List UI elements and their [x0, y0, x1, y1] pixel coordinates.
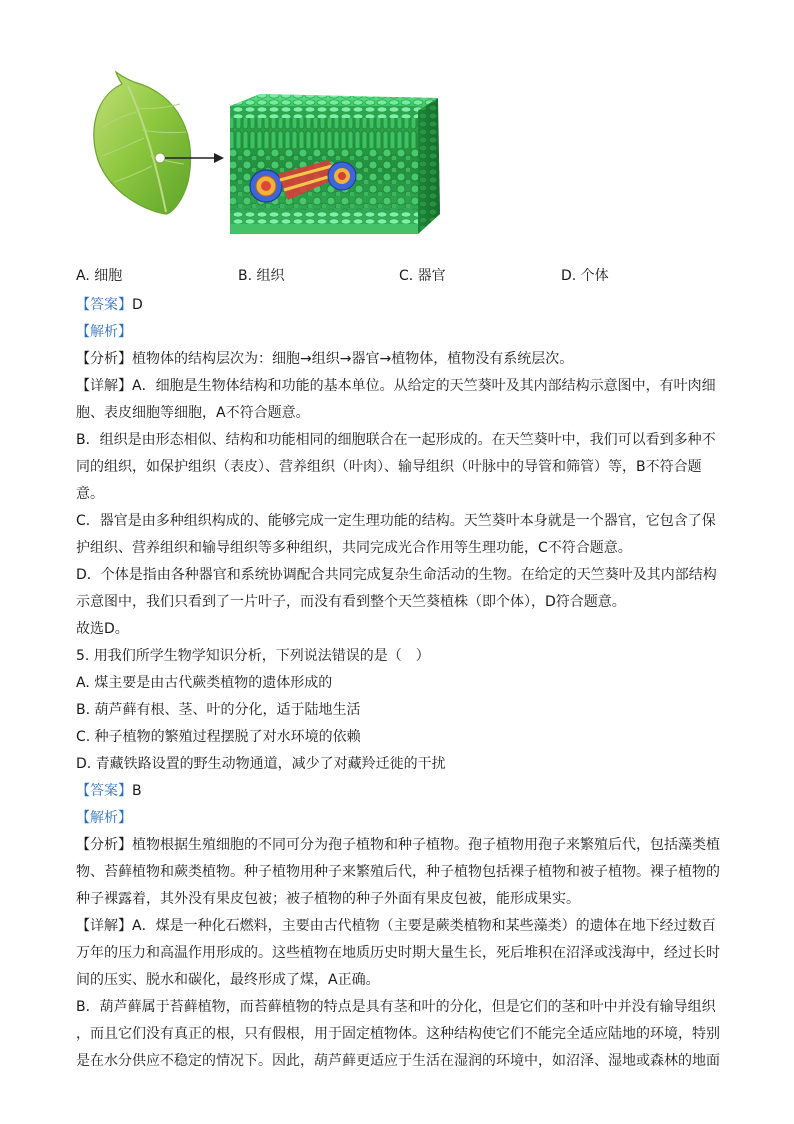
- q5-line: [76, 1021, 722, 1048]
- line-text: B．组织是由形态相似、结构和功能相同的细胞联合在一起形成的。在天竺葵叶中，我们可以看到多种不: [76, 432, 716, 448]
- q5-line: [76, 859, 722, 886]
- document-body: [76, 292, 722, 1075]
- leaf-diagram: [88, 64, 448, 260]
- line-text: A．煤是一种化石燃料，主要由古代植物（主要是蕨类植物和某些藻类）的遗体在地下经过数百: [132, 918, 716, 934]
- q4-line: [76, 508, 722, 535]
- line-tag: 【分析】: [76, 351, 132, 367]
- q4-option-c: C. 器官: [399, 268, 446, 284]
- analysis-tag: 【解析】: [76, 810, 132, 826]
- line-text: 胞、表皮细胞等细胞，A不符合题意。: [76, 405, 310, 421]
- q5-line: [76, 967, 722, 994]
- q5-option-d: D. 青藏铁路设置的野生动物通道，减少了对藏羚迁徙的干扰: [76, 756, 446, 772]
- line-text: C．器官是由多种组织构成的、能够完成一定生理功能的结构。天竺葵叶本身就是一个器官，它包含了保: [76, 513, 716, 529]
- q5-line: [76, 832, 722, 859]
- line-text: 故选D。: [76, 621, 129, 637]
- q4-line: [76, 562, 722, 589]
- q5-answer: [76, 778, 722, 805]
- line-text: 植物根据生殖细胞的不同可分为孢子植物和种子植物。孢子植物用孢子来繁殖后代，包括藻类植: [132, 837, 720, 853]
- q5-stem: 5. 用我们所学生物学知识分析，下列说法错误的是（ ）: [76, 648, 430, 664]
- q5-line: [76, 886, 722, 913]
- line-text: 物、苔藓植物和蕨类植物。种子植物用种子来繁殖后代，种子植物包括裸子植物和被子植物。裸子植物的: [76, 864, 720, 880]
- q4-analysis-heading: [76, 319, 722, 346]
- line-text: 意。: [76, 486, 104, 502]
- q4-line: [76, 535, 722, 562]
- line-text: 种子裸露着，其外没有果皮包被；被子植物的种子外面有果皮包被，能形成果实。: [76, 891, 580, 907]
- line-tag: 【分析】: [76, 837, 132, 853]
- answer-tag: 【答案】: [76, 783, 132, 799]
- q5-analysis-heading: [76, 805, 722, 832]
- line-text: A．细胞是生物体结构和功能的基本单位。从给定的天竺葵叶及其内部结构示意图中，有叶肉细: [132, 378, 716, 394]
- q4-line: [76, 346, 722, 373]
- q5-line: [76, 994, 722, 1021]
- q4-options: [76, 265, 736, 287]
- line-tag: 【详解】: [76, 918, 132, 934]
- q4-line: [76, 373, 722, 400]
- line-text: 同的组织，如保护组织（表皮）、营养组织（叶肉）、输导组织（叶脉中的导管和筛管）等，B不符合题: [76, 459, 702, 475]
- sample-hole: [155, 153, 165, 163]
- line-text: 护组织、营养组织和输导组织等多种组织，共同完成光合作用等生理功能，C不符合题意。: [76, 540, 632, 556]
- q5-line: [76, 940, 722, 967]
- q4-option-a: A. 细胞: [76, 268, 123, 284]
- answer-value: D: [132, 297, 143, 313]
- line-tag: 【详解】: [76, 378, 132, 394]
- line-text: 植物体的结构层次为：细胞→组织→器官→植物体，植物没有系统层次。: [132, 351, 574, 367]
- leaf-cross-section: [230, 94, 440, 234]
- line-text: 间的压实、脱水和碳化，最终形成了煤，A正确。: [76, 972, 380, 988]
- q5-line: [76, 1048, 722, 1075]
- q4-option-d: D. 个体: [561, 268, 609, 284]
- line-text: B．葫芦藓属于苔藓植物，而苔藓植物的特点是具有茎和叶的分化，但是它们的茎和叶中并没有输导组织: [76, 999, 716, 1015]
- q4-answer: [76, 292, 722, 319]
- q4-line: [76, 589, 722, 616]
- q4-option-b: B. 组织: [238, 268, 285, 284]
- answer-tag: 【答案】: [76, 297, 132, 313]
- q4-line: [76, 616, 722, 643]
- line-text: ，而且它们没有真正的根，只有假根，用于固定植物体。这种结构使它们不能完全适应陆地的环境，特别: [76, 1026, 720, 1042]
- q4-line: [76, 427, 722, 454]
- q4-line: [76, 400, 722, 427]
- analysis-tag: 【解析】: [76, 324, 132, 340]
- q5-option-c: C. 种子植物的繁殖过程摆脱了对水环境的依赖: [76, 729, 361, 745]
- q4-line: [76, 481, 722, 508]
- q5-option-a: A. 煤主要是由古代蕨类植物的遗体形成的: [76, 675, 333, 691]
- q4-line: [76, 454, 722, 481]
- line-text: D．个体是指由各种器官和系统协调配合共同完成复杂生命活动的生物。在给定的天竺葵叶及其内部结构: [76, 567, 717, 583]
- q5-option-b: B. 葫芦藓有根、茎、叶的分化，适于陆地生活: [76, 702, 361, 718]
- line-text: 是在水分供应不稳定的情况下。因此，葫芦藓更适应于生活在湿润的环境中，如沼泽、湿地或森林的地面: [76, 1053, 720, 1069]
- line-text: 万年的压力和高温作用形成的。这些植物在地质历史时期大量生长，死后堆积在沼泽或浅海中，经过长时: [76, 945, 720, 961]
- leaf-illustration: [94, 72, 191, 214]
- answer-value: B: [132, 783, 142, 799]
- line-text: 示意图中，我们只看到了一片叶子，而没有看到整个天竺葵植株（即个体），D符合题意。: [76, 594, 626, 610]
- q5-line: [76, 913, 722, 940]
- leaf-structure-figure: [88, 64, 448, 260]
